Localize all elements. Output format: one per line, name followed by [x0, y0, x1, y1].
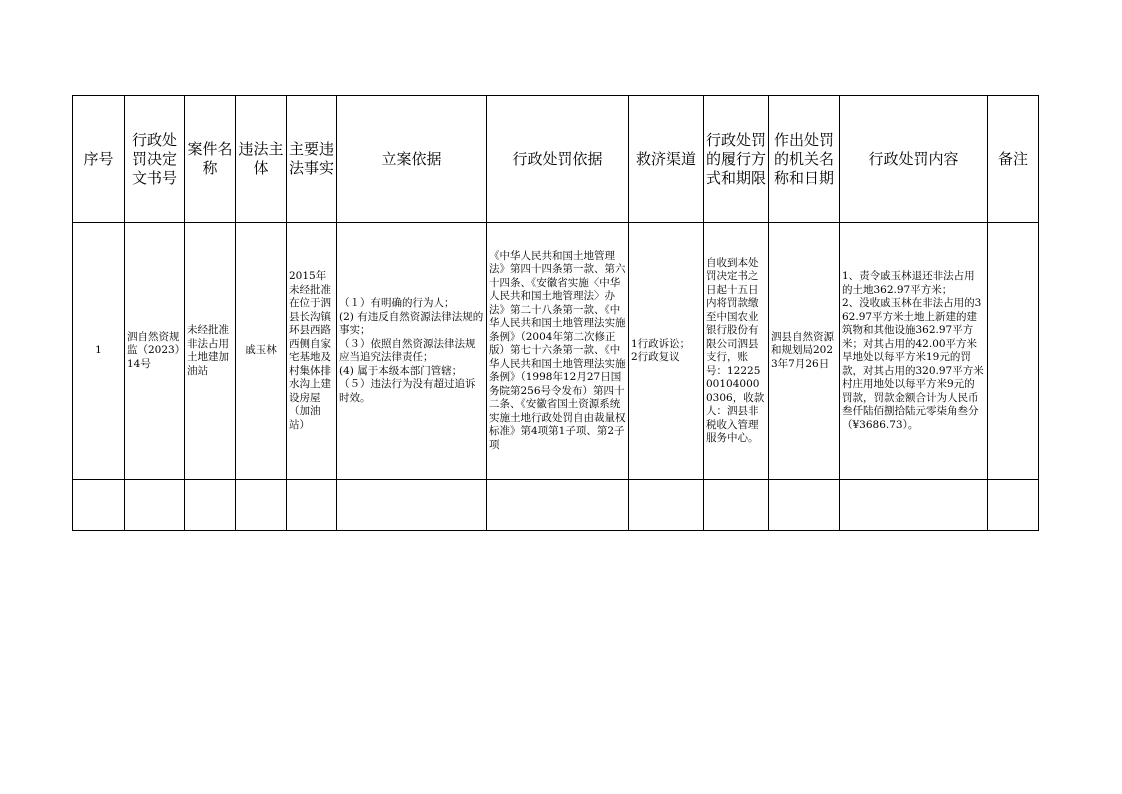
- header-case-name: 案件名称: [185, 96, 236, 223]
- cell-content: 1、责令戚玉林退还非法占用的土地362.97平方米； 2、没收戚玉林在非法占用的362.97平方米土地上新建的建筑物和其他设施362.97平方米；对其占用的42.00平方米旱地处以每平方米19元的罚款，对其占用的320.97平方米村庄用地处以每平方米9元的罚款，罚款金额合计为人民币叁仟陆佰捌拾陆元零柒角叁分（¥3686.73）。: [840, 223, 988, 480]
- cell-performance: 自收到本处罚决定书之日起十五日内将罚款缴至中国农业银行股份有限公司泗县支行，账号：12225001040000306，收款人：泗县非税收入管理服务中心。: [704, 223, 769, 480]
- empty-cell: [185, 480, 236, 531]
- header-index: 序号: [73, 96, 125, 223]
- cell-doc-number: 泗自然资规监（2023）14号: [125, 223, 185, 480]
- cell-filing-basis: （１）有明确的行为人； (2) 有违反自然资源法律法规的事实； （３）依照自然资源法律法规应当追究法律责任； (4) 属于本级本部门管辖； （５）违法行为没有超过追诉时效。: [337, 223, 487, 480]
- header-performance: 行政处罚的履行方式和期限: [704, 96, 769, 223]
- cell-facts: 2015年未经批准在位于泗县长沟镇环县西路西侧自家宅基地及村集体排水沟上建设房屋（加油站）: [287, 223, 337, 480]
- cell-remedy: 1行政诉讼； 2行政复议: [629, 223, 704, 480]
- header-content: 行政处罚内容: [840, 96, 988, 223]
- header-penalty-basis: 行政处罚依据: [487, 96, 629, 223]
- cell-case-name: 未经批准非法占用土地建加油站: [185, 223, 236, 480]
- header-party: 违法主体: [236, 96, 287, 223]
- penalty-table: [72, 95, 1039, 531]
- cell-remarks: [988, 223, 1039, 480]
- empty-cell: [704, 480, 769, 531]
- header-remarks: 备注: [988, 96, 1039, 223]
- empty-cell: [629, 480, 704, 531]
- header-doc-number: 行政处罚决定文书号: [125, 96, 185, 223]
- cell-penalty-basis: 《中华人民共和国土地管理法》第四十四条第一款、第六十四条、《安徽省实施〈中华人民共和国土地管理法〉办法》第二十八条第一款、《中华人民共和国土地管理法实施条例》（2004年第二次修正版）第七十六条第一款、《中华人民共和国土地管理法实施条例》（1998年12月27日国务院第256号令发布）第四十二条、《安徽省国土资源系统实施土地行政处罚自由裁量权标准》第4项第1子项、第2子项: [487, 223, 629, 480]
- empty-cell: [125, 480, 185, 531]
- header-row: [73, 96, 1039, 223]
- cell-index: 1: [73, 223, 125, 480]
- cell-party: 戚玉林: [236, 223, 287, 480]
- cell-authority-date: 泗县自然资源和规划局2023年7月26日: [769, 223, 840, 480]
- empty-cell: [840, 480, 988, 531]
- empty-cell: [487, 480, 629, 531]
- header-filing-basis: 立案依据: [337, 96, 487, 223]
- empty-cell: [287, 480, 337, 531]
- header-authority-date: 作出处罚的机关名称和日期: [769, 96, 840, 223]
- table-row: [73, 223, 1039, 480]
- empty-cell: [337, 480, 487, 531]
- header-remedy: 救济渠道: [629, 96, 704, 223]
- empty-cell: [236, 480, 287, 531]
- empty-cell: [988, 480, 1039, 531]
- empty-cell: [769, 480, 840, 531]
- empty-cell: [73, 480, 125, 531]
- empty-table-row: [73, 480, 1039, 531]
- header-facts: 主要违法事实: [287, 96, 337, 223]
